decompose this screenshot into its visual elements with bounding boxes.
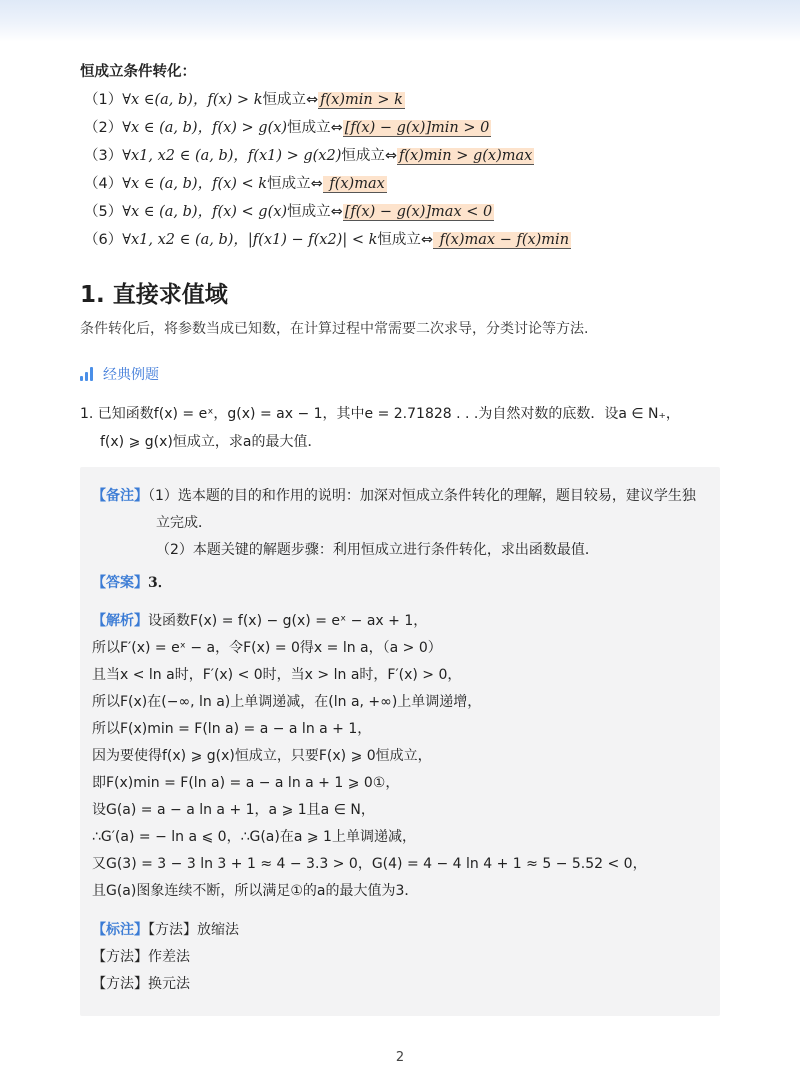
problem [80,400,720,456]
condition-result: f(x)max − f(x)min [435,232,570,248]
top-banner [0,0,800,42]
analysis-line: ∴G′(a) = − ln a ⩽ 0，∴G(a)在a ⩾ 1上单调递减， [92,829,416,845]
analysis-line: 即F(x)min = F(ln a) = a − a ln a + 1 ⩾ 0①， [92,775,400,791]
analysis-line: 设函数F(x) = f(x) − g(x) = eˣ − ax + 1， [148,613,428,629]
analysis-line: 因为要使得f(x) ⩾ g(x)恒成立，只要F(x) ⩾ 0恒成立， [92,748,432,764]
analysis-line: 所以F′(x) = eˣ − a，令F(x) = 0得x = ln a，（a > 0） [92,640,442,656]
remark-tag: 【备注】 [92,488,148,504]
condition-item: （4）∀x ∈ (a, b)，f(x) < k恒成立⇔ f(x)max [84,176,385,192]
section-title: 1. 直接求值域 [80,282,228,308]
condition-result: [f(x) − g(x)]max < 0 [344,204,493,220]
analysis-line: 所以F(x)在(−∞, ln a)上单调递减，在(ln a, +∞)上单调递增， [92,694,482,710]
remark-text: （2）本题关键的解题步骤：利用恒成立进行条件转化，求出函数最值． [156,542,599,558]
answer-tag: 【答案】 [92,575,148,591]
answer-value: 3． [148,575,172,591]
remark-text: （1）选本题的目的和作用的说明：加深对恒成立条件转化的理解，题目较易，建议学生独 [148,488,696,504]
method-item: 【方法】放缩法 [148,922,239,938]
condition-result: f(x)max [324,176,385,192]
condition-result: f(x)min > g(x)max [399,148,533,164]
problem-line: f(x) ⩾ g(x)恒成立，求a的最大值． [100,434,322,450]
condition-item: （2）∀x ∈ (a, b)，f(x) > g(x)恒成立⇔ [f(x) − g(x)]min > 0 [84,120,490,136]
method-item: 【方法】作差法 [92,949,190,965]
bar-chart-icon [80,367,93,381]
method-item: 【方法】换元法 [92,976,190,992]
label-tag: 【标注】 [92,922,148,938]
answer-block [92,570,708,597]
example-label: 经典例题 [103,367,159,383]
analysis-line: 又G(3) = 3 − 3 ln 3 + 1 ≈ 4 − 3.3 > 0，G(4) = 4 − 4 ln 4 + 1 ≈ 5 − 5.52 < 0， [92,856,647,872]
solution-content [92,483,708,998]
section-intro: 条件转化后，将参数当成已知数，在计算过程中常需要二次求导，分类讨论等方法. [80,321,589,337]
condition-title: 恒成立条件转化： [80,64,196,80]
solution-box [80,467,720,1016]
analysis-line: 所以F(x)min = F(ln a) = a − a ln a + 1， [92,721,372,737]
condition-list [84,86,571,254]
remark-text: 立完成． [156,515,212,531]
problem-line: 1. 已知函数f(x) = eˣ，g(x) = ax − 1，其中e = 2.71828 . . .为自然对数的底数．设a ∈ N₊， [80,406,680,422]
label-block [92,917,708,998]
analysis-line: 且当x < ln a时，F′(x) < 0时，当x > ln a时，F′(x) > 0， [92,667,462,683]
condition-item: （1）∀x ∈(a, b)，f(x) > k恒成立⇔ f(x)min > k [84,92,403,108]
condition-item: （3）∀x1, x2 ∈ (a, b)，f(x1) > g(x2)恒成立⇔ f(x)min > g(x)max [84,148,533,164]
example-header [80,364,159,384]
condition-result: [f(x) − g(x)]min > 0 [344,120,490,136]
analysis-line: 设G(a) = a − a ln a + 1，a ⩾ 1且a ∈ N， [92,802,375,818]
condition-item: （6）∀x1, x2 ∈ (a, b)，|f(x1) − f(x2)| < k恒成立⇔ f(x)max − f(x)min [84,232,570,248]
condition-result: f(x)min > k [320,92,403,108]
analysis-line: 且G(a)图象连续不断，所以满足①的a的最大值为3． [92,883,419,899]
page-number: 2 [395,1050,405,1065]
analysis-block [92,608,708,905]
remark-block [92,483,708,564]
analysis-tag: 【解析】 [92,613,148,629]
condition-item: （5）∀x ∈ (a, b)，f(x) < g(x)恒成立⇔ [f(x) − g(x)]max < 0 [84,204,493,220]
